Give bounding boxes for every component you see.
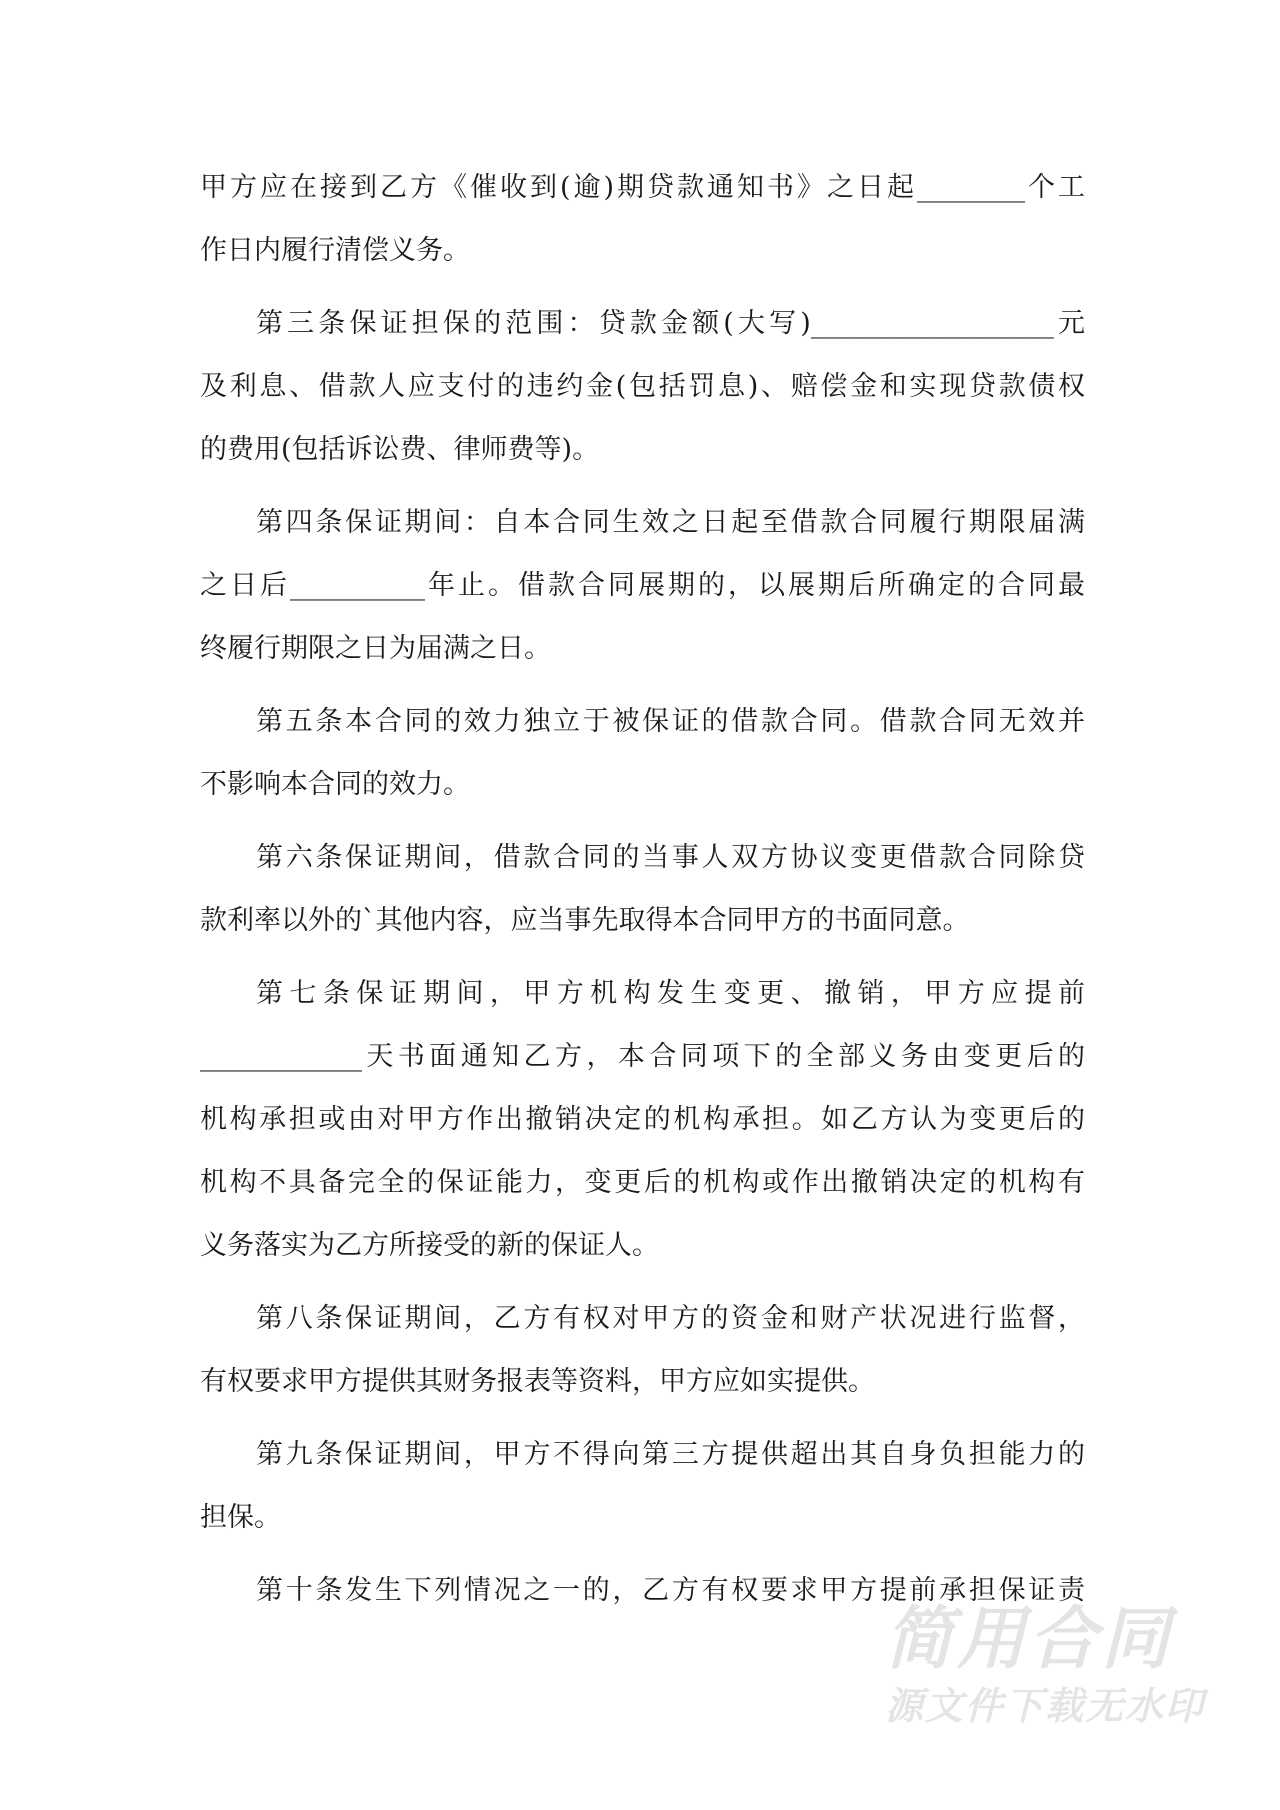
text-line: 第七条保证期间，甲方机构发生变更、撤销，甲方应提前 — [256, 978, 1085, 1009]
text-line: 作日内履行清偿义务。 — [200, 235, 470, 266]
paragraph — [200, 962, 1085, 1277]
watermark-tagline: 源文件下载无水印 — [885, 1684, 1206, 1728]
paragraph — [200, 690, 1085, 816]
text-line: 第三条保证担保的范围：贷款金额(大写)__________________元 — [256, 308, 1085, 339]
text-line: 不影响本合同的效力。 — [200, 769, 470, 800]
paragraph — [200, 292, 1085, 481]
text-line: 第八条保证期间，乙方有权对甲方的资金和财产状况进行监督， — [256, 1303, 1085, 1334]
text-line: 有权要求甲方提供其财务报表等资料，甲方应如实提供。 — [200, 1366, 875, 1397]
text-line: 机构承担或由对甲方作出撤销决定的机构承担。如乙方认为变更后的 — [200, 1104, 1085, 1135]
text-line: ____________天书面通知乙方，本合同项下的全部义务由变更后的 — [200, 1041, 1085, 1072]
text-line: 第六条保证期间，借款合同的当事人双方协议变更借款合同除贷 — [256, 842, 1085, 873]
text-line: 机构不具备完全的保证能力，变更后的机构或作出撤销决定的机构有 — [200, 1167, 1085, 1198]
text-line: 第四条保证期间：自本合同生效之日起至借款合同履行期限届满 — [256, 507, 1085, 538]
paragraph — [200, 1423, 1085, 1549]
text-line: 甲方应在接到乙方《催收到(逾)期贷款通知书》之日起________个工 — [200, 172, 1085, 203]
text-line: 第九条保证期间，甲方不得向第三方提供超出其自身负担能力的 — [256, 1439, 1085, 1470]
watermark-brand: 简用合同 — [885, 1600, 1174, 1679]
text-line: 之日后__________年止。借款合同展期的，以展期后所确定的合同最 — [200, 570, 1085, 601]
text-line: 担保。 — [200, 1502, 281, 1533]
text-line: 的费用(包括诉讼费、律师费等)。 — [200, 434, 600, 465]
paragraph — [200, 156, 1085, 282]
text-line: 第十条发生下列情况之一的，乙方有权要求甲方提前承担保证责 — [256, 1575, 1085, 1606]
text-line: 第五条本合同的效力独立于被保证的借款合同。借款合同无效并 — [256, 706, 1085, 737]
paragraph — [200, 1287, 1085, 1413]
paragraph — [200, 826, 1085, 952]
document-body — [200, 156, 1085, 1622]
text-line: 款利率以外的`其他内容，应当事先取得本合同甲方的书面同意。 — [200, 905, 970, 936]
paragraph — [200, 491, 1085, 680]
text-line: 终履行期限之日为届满之日。 — [200, 633, 551, 664]
text-line: 义务落实为乙方所接受的新的保证人。 — [200, 1230, 659, 1261]
text-line: 及利息、借款人应支付的违约金(包括罚息)、赔偿金和实现贷款债权 — [200, 371, 1085, 402]
